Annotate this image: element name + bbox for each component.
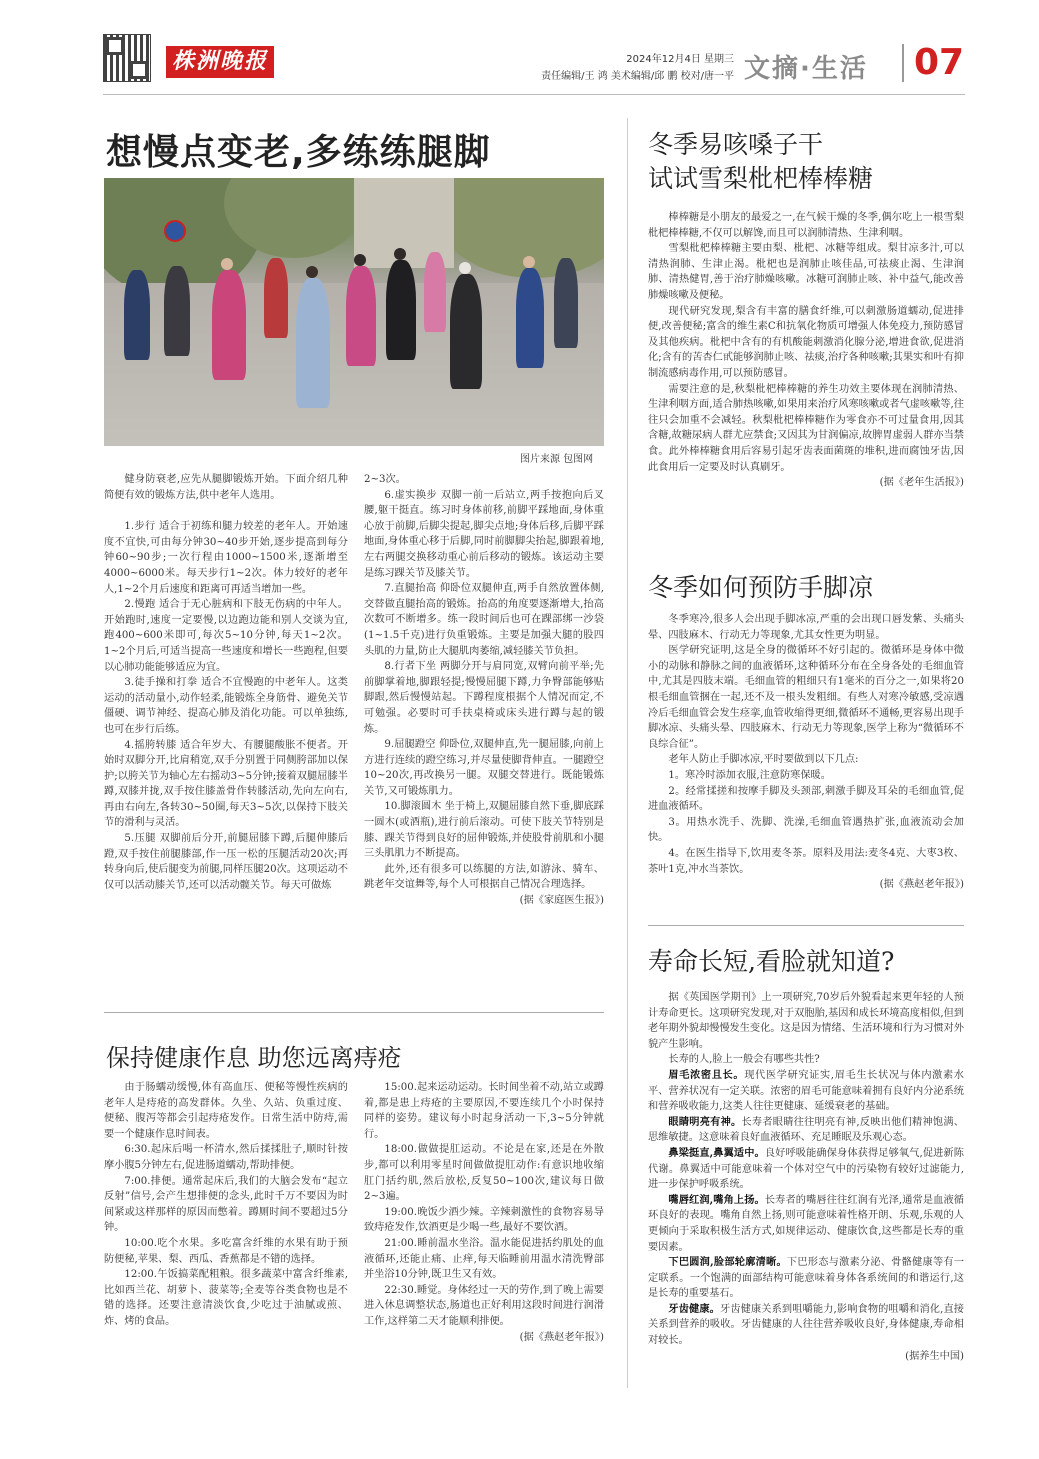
item-text: 牙齿健康关系到咀嚼能力,影响食物的咀嚼和消化,直接关系到营养的吸收。牙齿健康的人往往营养吸收良好,身体健康,寿命相对较长。 xyxy=(648,1303,964,1347)
paragraph: 冬季寒冷,很多人会出现手脚冰凉,严重的会出现口唇发紫、头痛头晕、四肢麻木、行动无力等现象,尤其女性更为明显。 xyxy=(648,614,964,641)
paragraph: 6.虚实换步 双脚一前一后站立,两手按抱向后叉腰,躯干挺直。练习时身体前移,前脚平踩地面,身体重心放于前脚,后脚尖提起,脚尖点地;身体后移,后脚平踩地面,身体重心移于后脚,同时前脚脚尖抬起,脚跟着地,左右两腿交换移动重心前后移动的锻炼。该运动主要是练习踝关节及膝关节。 xyxy=(364,489,604,579)
item-text: 长寿者眼睛往往明亮有神,反映出他们精神饱满、思维敏捷。这意味着良好血液循环、充足睡眠及乐观心态。 xyxy=(648,1116,964,1144)
paragraph: 2。经常揉搓和按摩手脚及头颈部,刺激手脚及耳朵的毛细血管,促进血液循环。 xyxy=(648,785,964,813)
source-note: (据《家庭医生报》) xyxy=(519,895,604,907)
editor-credits: 责任编辑/王 鸿 美术编辑/邱 鹏 校对/唐一平 xyxy=(541,71,734,82)
paragraph: 医学研究证明,这是全身的微循环不好引起的。微循环是身体中微小的动脉和静脉之间的血液循环,这种循环分布在全身各处的毛细血管中,尤其是四肢末端。毛细血管的粗细只有1毫米的百分之一,如果将20根毛细血管捆在一起,还不及一根头发粗细。有些人对寒冷敏感,受凉遇冷后毛细血管会发生痉挛,血管收缩得更细,微循环不通畅,更容易出现手脚冰凉、头痛头晕、四肢麻木、行动无力等现象,医学上称为“微循环不良综合征”。 xyxy=(648,645,964,750)
face-article-body xyxy=(648,990,964,1364)
column-separator xyxy=(627,118,628,1388)
paragraph: 长寿的人,脸上一般会有哪些共性? xyxy=(668,1054,820,1066)
paragraph: 19:00.晚饭少酒少辣。辛辣刺激性的食物容易导致痔疮发作,饮酒更是少喝一些,最好不要饮酒。 xyxy=(364,1206,604,1234)
header-rule xyxy=(103,94,965,95)
paragraph: 现代研究发现,梨含有丰富的膳食纤维,可以刺激肠道蠕动,促进排便,改善便秘;富含的维生素C和抗氧化物质可增强人体免疫力,预防感冒及其他疾病。枇杷中含有的有机酸能刺激消化腺分泌,增进食欲,促进消化;含有的苦杏仁甙能够润肺止咳、祛痰,治疗各种咳嗽;其果实和叶有抑制流感病毒作用,可以预防感冒。 xyxy=(648,305,964,379)
list-item xyxy=(648,1302,964,1349)
paragraph: 6:30.起床后喝一杯清水,然后揉揉肚子,顺时针按摩小腹5分钟左右,促进肠道蠕动,帮助排便。 xyxy=(104,1144,348,1171)
paragraph: 需要注意的是,秋梨枇杷棒棒糖的养生功效主要体现在润肺清热、生津利咽方面,适合肺热咳嗽,如果用来治疗风寒咳嗽或者气虚咳嗽等,往往只会加重不会减轻。秋梨枇杷棒棒糖作为零食亦不可过量食用,因其含糖,故糖尿病人群尤应禁食;又因其为甘润偏凉,故脾胃虚弱人群亦当禁食。此外棒棒糖食用后容易引起牙齿表面菌斑的堆积,进而腐蚀牙齿,因此食用后一定要及时认真刷牙。 xyxy=(648,383,964,473)
item-text: 良好呼吸能确保身体获得足够氧气,促进新陈代谢。鼻翼适中可能意味着一个体对空气中的污染物有较好过滤能力,进一步保护呼吸系统。 xyxy=(648,1147,964,1191)
paragraph: 雪梨枇杷棒棒糖主要由梨、枇杷、冰糖等组成。梨甘凉多汁,可以清热润肺、生津止渴。枇杷也是润肺止咳佳品,可祛痰止渴、生津润肺、清热健胃,善于治疗肺燥咳嗽。冰糖可润肺止咳、补中益气,能改善肺燥咳嗽及便秘。 xyxy=(648,243,964,301)
source-note: (据《燕赵老年报》) xyxy=(879,879,964,891)
item-text: 下巴形态与激素分泌、骨骼健康等有一定联系。一个饱满的面部结构可能意味着身体各系统间的和谐运行,这是长寿的重要基石。 xyxy=(648,1257,965,1300)
paragraph: 7:00.排便。通常起床后,我们的大脑会发布“起立反射”信号,会产生想排便的念头,此时千万不要因为时间紧或这样那样的原因而憋着。蹲厕时间不要超过5分钟。 xyxy=(104,1175,348,1234)
paragraph: 5.压腿 双脚前后分开,前腿屈膝下蹲,后腿伸膝后蹬,双手按住前腿膝部,作一压一松的压腿活动20次;再转身向后,使后腿变为前腿,同样压腿20次。这项运动不仅可以活动膝关节,还可以活动髋关节。每天可做炼 xyxy=(104,833,348,891)
item-text: 长寿者的嘴唇往往红润有光泽,通常是血液循环良好的表现。嘴角自然上扬,则可能意味着性格开朗、乐观,乐观的人更倾向于采取积极生活方式,如规律运动、健康饮食,这些都是长寿的重要因素。 xyxy=(648,1194,964,1253)
face-article-title: 寿命长短,看脸就知道? xyxy=(648,947,895,976)
paragraph: 12:00.午饭搞菜配粗粮。很多蔬菜中富含纤维素,比如西兰花、胡萝卜、菠菜等;全麦等谷类食物也是不错的选择。还要注意清淡饮食,少吃过于油腻或煎、炸、烤的食品。 xyxy=(104,1269,348,1327)
photo-credit: 图片来源 包图网 xyxy=(520,454,594,465)
paragraph: 棒棒糖是小朋友的最爱之一,在气候干燥的冬季,偶尔吃上一根雪梨枇杷棒棒糖,不仅可以解馋,而且可以润肺清热、生津利咽。 xyxy=(648,212,964,239)
paragraph: 2~3次。 xyxy=(364,474,406,485)
item-text: 现代医学研究证实,眉毛生长状况与体内激素水平、营养状况有一定关联。浓密的眉毛可能意味着拥有良好内分泌系统和营养吸收能力,这类人往往更健康、延缓衰老的基础。 xyxy=(648,1069,964,1113)
list-item xyxy=(648,1146,964,1193)
source-note: (据养生中国) xyxy=(905,1350,964,1362)
item-heading: 眉毛浓密且长。 xyxy=(668,1068,745,1081)
main-article-title: 想慢点变老,多练练腿脚 xyxy=(106,132,491,173)
source-note: (据《老年生活报》) xyxy=(879,477,964,489)
item-heading: 嘴唇红润,嘴角上扬。 xyxy=(668,1193,765,1206)
item-heading: 鼻梁挺直,鼻翼适中。 xyxy=(668,1146,765,1159)
paragraph: 15:00.起来运动运动。长时间坐着不动,站立或蹲着,都是患上痔疮的主要原因,不要连续几个小时保持同样的姿势。建议每小时起身活动一下,3~5分钟就行。 xyxy=(364,1082,604,1140)
main-article-col1 xyxy=(104,472,348,893)
source-note: (据《燕赵老年报》) xyxy=(519,1331,604,1343)
item-heading: 眼睛明亮有神。 xyxy=(668,1115,742,1128)
paragraph: 3。用热水洗手、洗脚、洗澡,毛细血管遇热扩张,血液流动会加快。 xyxy=(648,816,964,844)
paragraph: 4。在医生指导下,饮用麦冬茶。原料及用法:麦冬4克、大枣3枚、茶叶1克,冲水当茶饮。 xyxy=(648,847,964,875)
paragraph: 据《英国医学期刊》上一项研究,70岁后外貌看起来更年轻的人预计寿命更长。这项研究发现,对于双胞胎,基因和成长环境高度相似,但到老年期外貌却慢慢发生变化。这是因为情绪、生活环境和行为习惯对外貌产生影响。 xyxy=(648,992,964,1050)
header-divider xyxy=(902,44,904,82)
list-item xyxy=(648,1193,964,1255)
paragraph: 10:00.吃个水果。多吃富含纤维的水果有助于预防便秘,苹果、梨、西瓜、香蕉都是不错的选择。 xyxy=(104,1237,348,1265)
paragraph: 老年人防止手脚冰凉,平时要做到以下几点: xyxy=(668,754,859,766)
cold-hands-article-title: 冬季如何预防手脚凉 xyxy=(648,573,874,602)
title-line-2: 试试雪梨枇杷棒棒糖 xyxy=(648,164,874,193)
page-number: 07 xyxy=(914,42,965,83)
cold-hands-article-body xyxy=(648,612,964,893)
section-divider xyxy=(648,925,964,926)
paragraph: 此外,还有很多可以练腿的方法,如游泳、骑车、跳老年交谊舞等,每个人可根据自己情况合理选择。 xyxy=(364,863,604,891)
paragraph: 21:00.睡前温水坐浴。温水能促进括约肌处的血液循环,还能止痛、止痒,每天临睡前用温水清洗臀部并坐浴10分钟,既卫生又有效。 xyxy=(364,1237,604,1281)
qr-code xyxy=(103,34,151,82)
paragraph: 22:30.睡觉。身体经过一天的劳作,到了晚上需要进入休息调整状态,肠道也正好利用这段时间进行润滑工作,这样第二天才能顺利排便。 xyxy=(364,1284,604,1327)
paragraph: 7.直腿抬高 仰卧位双腿伸直,两手自然放置体侧,交替做直腿抬高的锻炼。抬高的角度要逐渐增大,抬高次数可不断增多。练一段时间后也可在踝部绑一沙袋(1~1.5千克)进行负重锻炼。主要是加强大腿的股四头肌的力量,防止大腿肌肉萎缩,减轻膝关节负担。 xyxy=(364,583,604,657)
paragraph: 18:00.做做提肛运动。不论是在家,还是在外散步,都可以利用零星时间做做提肛动作:有意识地收缩肛门括约肌,然后放松,反复50~100次,建议每日做2~3遍。 xyxy=(364,1144,604,1203)
paragraph: 2.慢跑 适合于无心脏病和下肢无伤病的中年人。开始跑时,速度一定要慢,以边跑边能和别人交谈为宜,跑400~600米即可,每次5~10分钟,每天1~2次。1~2个月后,可适当提高一些速度和增长一些跑程,但要以心肺功能能够适应为宜。 xyxy=(104,599,348,673)
paragraph: 健身防衰老,应先从腿脚锻炼开始。下面介绍几种简便有效的锻炼方法,供中老年人选用。 xyxy=(104,474,348,501)
paragraph: 由于肠蠕动缓慢,体有高血压、便秘等慢性疾病的老年人是痔疮的高发群体。久坐、久站、负重过度、便秘、腹泻等都会引起痔疮发作。日常生活中防痔,需要一个健康作息时间表。 xyxy=(104,1082,348,1140)
issue-date: 2024年12月4日 星期三 xyxy=(626,54,734,65)
lollipop-article-title xyxy=(648,128,873,196)
haemorrhoid-col2 xyxy=(364,1080,604,1345)
item-heading: 下巴圆润,脸部轮廓清晰。 xyxy=(668,1256,787,1269)
paragraph: 3.徒手操和打拳 适合不宜慢跑的中老年人。这类运动的活动量小,动作轻柔,能锻炼全身筋骨、避免关节僵硬、调节神经、提高心肺及消化功能。可以单独练,也可在步行后练。 xyxy=(104,677,348,735)
list-item xyxy=(648,1255,964,1302)
tai-chi-photo xyxy=(104,178,604,446)
list-item xyxy=(648,1115,964,1146)
paragraph: 1。寒冷时添加衣服,注意防寒保暖。 xyxy=(668,769,831,781)
title-line-1: 冬季易咳嗓子干 xyxy=(648,130,824,159)
list-item xyxy=(648,1068,964,1115)
section-name: 文摘·生活 xyxy=(744,54,868,84)
item-heading: 牙齿健康。 xyxy=(668,1302,720,1315)
paragraph: 8.行者下坐 两脚分开与肩同宽,双臂向前平举;先前脚掌着地,脚跟轻提;慢慢屈腿下蹲,力争臀部能够贴脚跟,然后慢慢站起。下蹲程度根据个人情况而定,不可勉强。必要时可手扶桌椅或床头进行蹲与起的锻炼。 xyxy=(364,661,604,735)
main-article-col2 xyxy=(364,472,604,909)
haemorrhoid-article-title: 保持健康作息 助您远离痔疮 xyxy=(106,1044,402,1072)
newspaper-logo: 株洲晚报 xyxy=(166,46,274,78)
haemorrhoid-col1 xyxy=(104,1080,348,1330)
section-divider xyxy=(104,1012,604,1013)
paragraph: 1.步行 适合于初练和腿力较差的老年人。开始速度不宜快,可由每分钟30~40步开始,逐步提高到每分钟60~90步;一次行程由1000~1500米,逐渐增至4000~6000米。每天步行1~2次。体力较好的老年人,1~2个月后速度和距离可再适当增加一些。 xyxy=(104,521,348,595)
paragraph: 10.脚滚圆木 坐于椅上,双腿屈膝自然下垂,脚底踩一圆木(或酒瓶),进行前后滚动。可使下肢关节特别是膝、踝关节得到良好的屈伸锻炼,并使股骨前肌和小腿三头肌肌力不断提高。 xyxy=(364,801,604,860)
lollipop-article-body xyxy=(648,210,964,491)
paragraph: 4.摇胯转膝 适合年岁大、有腰腿酸胀不便者。开始时双脚分开,比肩稍宽,双手分别置于同侧胯部加以保护;以胯关节为轴心左右摇动3~5分钟;接着双腿屈膝半蹲,双膝并拢,双手按住膝盖骨作转膝活动,先向左向右,再由右向左,各转30~50圈,每天3~5次,以保持下肢关节的滑利与灵活。 xyxy=(104,739,348,829)
paragraph: 9.屈腿蹬空 仰卧位,双腿伸直,先一腿屈膝,向前上方进行连续的蹬空练习,并尽量使脚背伸直。一腿蹬空10~20次,再改换另一腿。双腿交替进行。既能锻炼关节,又可锻炼肌力。 xyxy=(364,739,604,797)
